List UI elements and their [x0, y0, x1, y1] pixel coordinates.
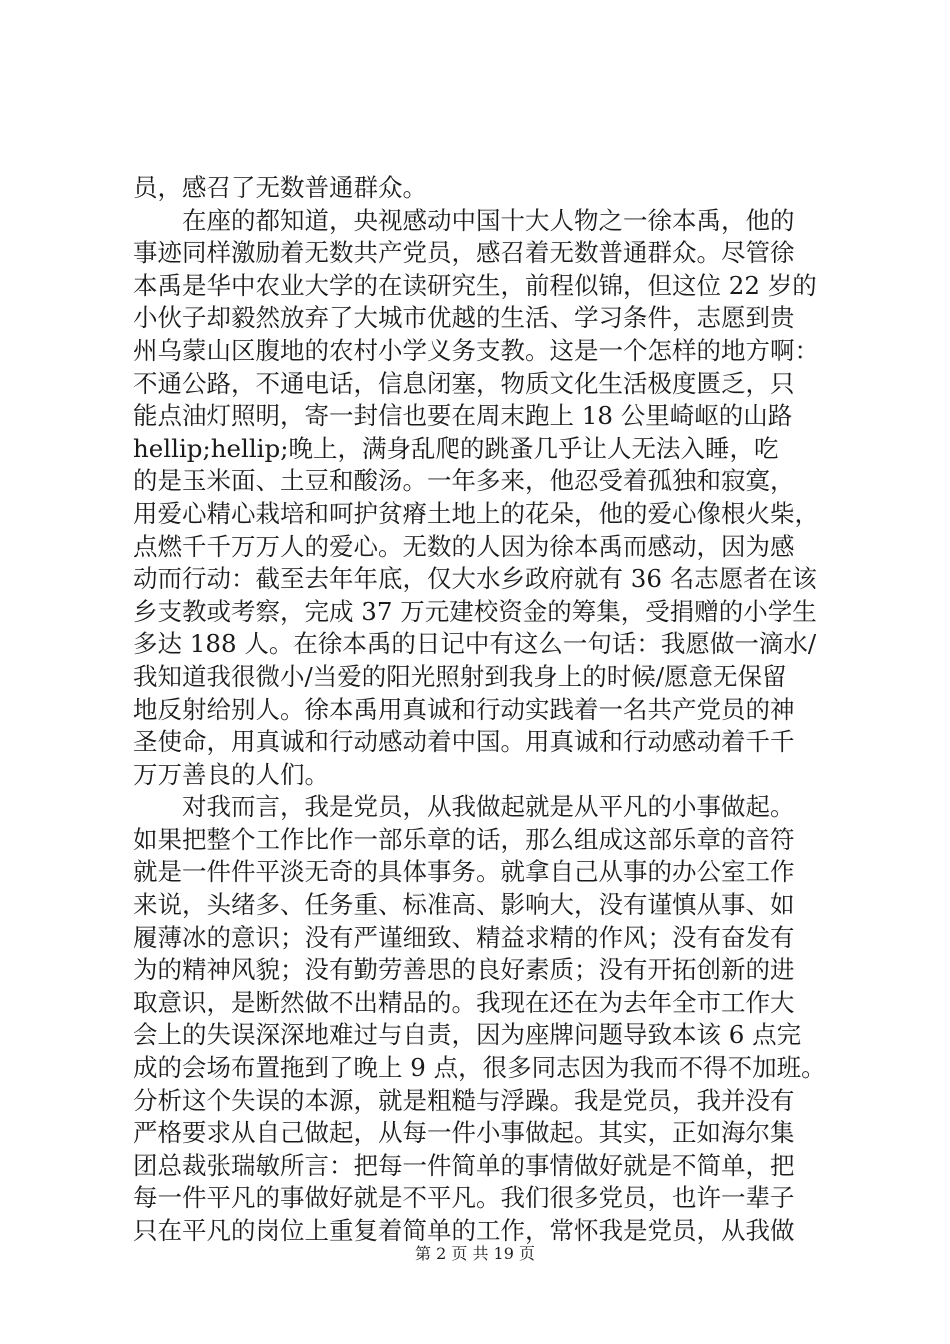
text-line: 只在平凡的岗位上重复着简单的工作，常怀我是党员，从我做 [133, 1216, 795, 1245]
text-line: hellip;hellip;晚上，满身乱爬的跳蚤几乎让人无法入睡，吃 [133, 433, 779, 463]
text-line: 动而行动：截至去年年底，仅大水乡政府就有 36 名志愿者在该 [133, 564, 817, 594]
text-line: 事迹同样激励着无数共产党员，感召着无数普通群众。尽管徐 [133, 238, 795, 268]
text-line: 地反射给别人。徐本禹用真诚和行动实践着一名共产党员的神 [133, 694, 795, 724]
text-line: 圣使命，用真诚和行动感动着中国。用真诚和行动感动着千千 [133, 727, 795, 757]
text-line: 我知道我很微小/当爱的阳光照射到我身上的时候/愿意无保留 [133, 661, 787, 691]
text-line: 不通公路，不通电话，信息闭塞，物质文化生活极度匮乏，只 [133, 368, 795, 398]
text-line: 取意识，是断然做不出精品的。我现在还在为去年全市工作大 [133, 987, 795, 1017]
text-line: 团总裁张瑞敏所言：把每一件简单的事情做好就是不简单，把 [133, 1150, 795, 1180]
text-line: 每一件平凡的事做好就是不平凡。我们很多党员，也许一辈子 [133, 1183, 795, 1213]
page-number-footer: 第 2 页 共 19 页 [415, 1244, 535, 1263]
text-line: 点燃千千万万人的爱心。无数的人因为徐本禹而感动，因为感 [133, 531, 795, 561]
text-line: 为的精神风貌；没有勤劳善思的良好素质；没有开拓创新的进 [133, 955, 795, 985]
text-line: 会上的失误深深地难过与自责，因为座牌问题导致本该 6 点完 [133, 1020, 802, 1050]
text-line: 小伙子却毅然放弃了大城市优越的生活、学习条件，志愿到贵 [133, 303, 795, 333]
text-line: 万万善良的人们。 [133, 759, 329, 789]
text-line: 州乌蒙山区腹地的农村小学义务支教。这是一个怎样的地方啊： [133, 335, 819, 365]
text-line: 来说，头绪多、任务重、标准高、影响大，没有谨慎从事、如 [133, 890, 795, 920]
text-line: 如果把整个工作比作一部乐章的话，那么组成这部乐章的音符 [133, 824, 795, 854]
text-line: 用爱心精心栽培和呵护贫瘠土地上的花朵，他的爱心像根火柴， [133, 498, 819, 528]
text-line: 履薄冰的意识；没有严谨细致、精益求精的作风；没有奋发有 [133, 922, 795, 952]
body-text [133, 172, 853, 1248]
text-line: 的是玉米面、土豆和酸汤。一年多来，他忍受着孤独和寂寞， [133, 466, 795, 496]
text-line: 乡支教或考察，完成 37 万元建校资金的筹集，受捐赠的小学生 [133, 596, 817, 626]
text-line: 成的会场布置拖到了晚上 9 点，很多同志因为我而不得不加班。 [133, 1053, 826, 1083]
text-line: 多达 188 人。在徐本禹的日记中有这么一句话：我愿做一滴水/ [133, 629, 817, 659]
text-line: 严格要求从自己做起，从每一件小事做起。其实，正如海尔集 [133, 1118, 795, 1148]
text-line: 在座的都知道，央视感动中国十大人物之一徐本禹，他的 [182, 205, 795, 235]
text-line: 对我而言，我是党员，从我做起就是从平凡的小事做起。 [182, 792, 795, 822]
text-line: 能点油灯照明，寄一封信也要在周末跑上 18 公里崎岖的山路 [133, 401, 793, 431]
text-line: 本禹是华中农业大学的在读研究生，前程似锦，但这位 22 岁的 [133, 270, 817, 300]
text-line: 分析这个失误的本源，就是粗糙与浮躁。我是党员，我并没有 [133, 1085, 795, 1115]
text-line: 员，感召了无数普通群众。 [133, 173, 427, 202]
text-line: 就是一件件平淡无奇的具体事务。就拿自己从事的办公室工作 [133, 857, 795, 887]
